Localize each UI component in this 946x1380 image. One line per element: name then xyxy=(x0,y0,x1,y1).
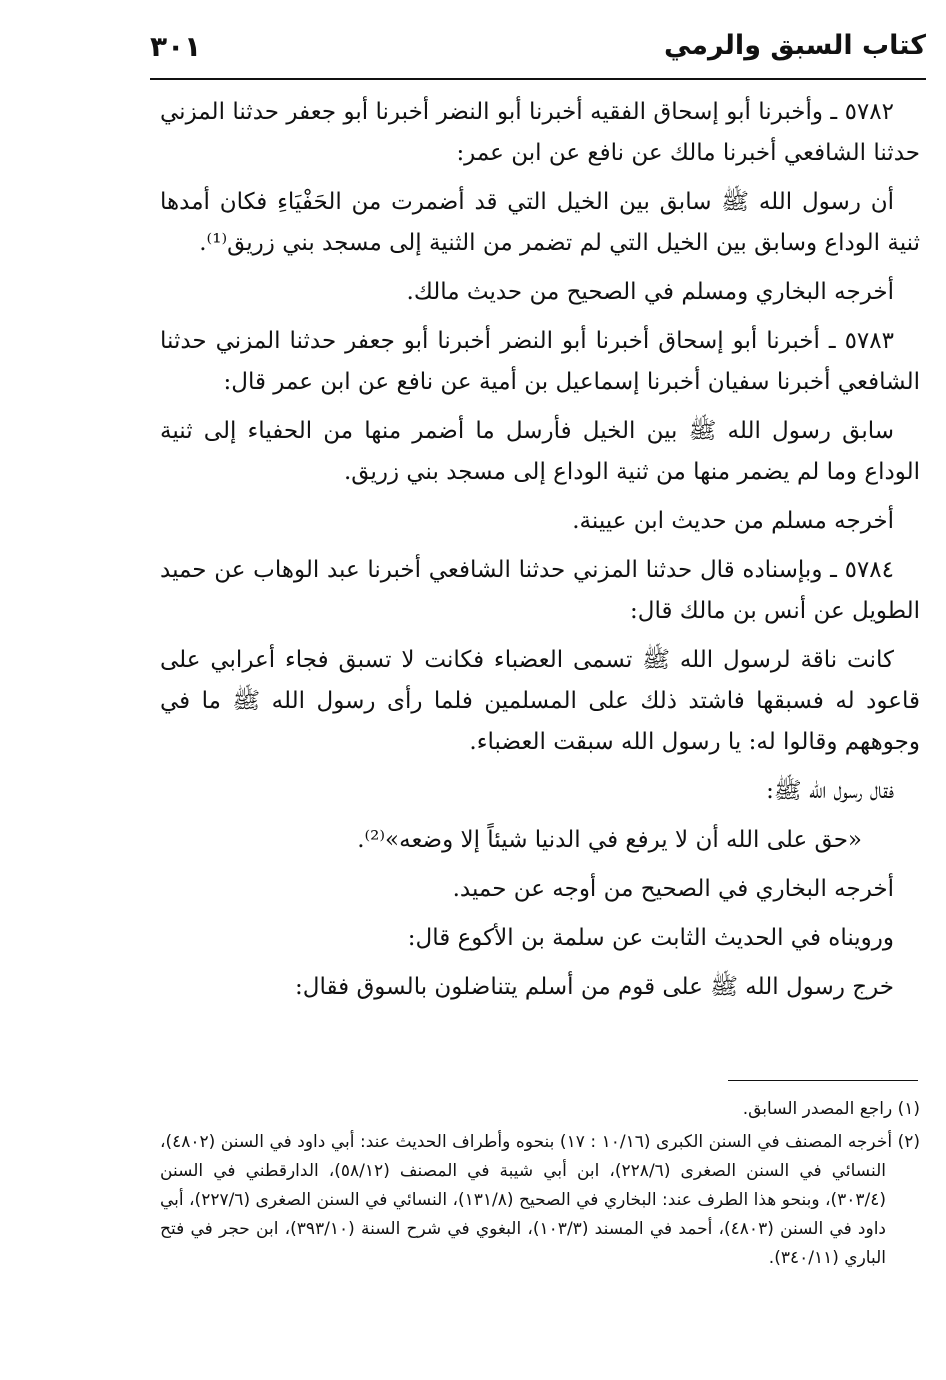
footnote-1: (١) راجع المصدر السابق. xyxy=(742,1099,920,1119)
page-header xyxy=(150,30,926,74)
page-number: ٣٠١ xyxy=(150,30,202,63)
salama-report-text: خرج رسول الله ﷺ على قوم من أسلم يتناضلون بالسوق فقال: xyxy=(295,974,894,1000)
header-divider xyxy=(150,78,926,80)
hadith-5783-takhrij: أخرجه مسلم من حديث ابن عيينة. xyxy=(572,508,894,534)
hadith-5784-takhrij: أخرجه البخاري في الصحيح من أوجه عن حميد. xyxy=(452,876,894,902)
footnotes xyxy=(160,1095,920,1277)
hadith-5784-matn: كانت ناقة لرسول الله ﷺ تسمى العضباء فكانت لا تسبق فجاء أعرابي على قاعود له فسبقها فاشتد ذلك على المسلمين فلما رأى رسول الله ﷺ ما في وجوههم وقالوا له: يا رسول الله سبقت العضباء. xyxy=(160,647,920,755)
hadith-5784-isnad: ٥٧٨٤ ـ وبإسناده قال حدثنا المزني حدثنا الشافعي أخبرنا عبد الوهاب عن حميد الطويل عن أنس بن مالك قال: xyxy=(160,557,920,624)
salama-report-intro: ورويناه في الحديث الثابت عن سلمة بن الأكوع قال: xyxy=(407,925,894,951)
footnote-divider xyxy=(728,1080,918,1081)
hadith-5782-takhrij: أخرجه البخاري ومسلم في الصحيح من حديث مالك. xyxy=(406,279,894,305)
hadith-5782-isnad: ٥٧٨٢ ـ وأخبرنا أبو إسحاق الفقيه أخبرنا أبو النضر أخبرنا أبو جعفر حدثنا المزني حدثنا الشافعي أخبرنا مالك عن نافع عن ابن عمر: xyxy=(160,99,920,166)
footnote-2: (٢) أخرجه المصنف في السنن الكبرى (١٠/١٦ : ١٧) بنحوه وأطراف الحديث عند: أبي داود في السنن (٤٨٠٢)، النسائي في السنن الصغرى (٢٢٨/٦)، ابن أبي شيبة في المصنف (٥٨/١٢)، الدارقطني في السنن (٣٠٣/٤)، وبنحو هذا الطرف عند: البخاري في الصحيح (١٣١/٨)، النسائي في السنن الصغرى (٢٢٧/٦)، أبي داود في السنن (٤٨٠٣)، أحمد في المسند (١٠٣/٣)، البغوي في شرح السنة (٣٩٣/١٠)، ابن حجر في فتح الباري (٣٤٠/١١). xyxy=(160,1132,920,1268)
hadith-5784-quote: «حق على الله أن لا يرفع في الدنيا شيئاً إلا وضعه»⁽²⁾. xyxy=(357,827,862,853)
hadith-5783-matn: سابق رسول الله ﷺ بين الخيل فأرسل ما أضمر منها من الحفياء إلى ثنية الوداع وما لم يضمر منها من ثنية الوداع إلى مسجد بني زريق. xyxy=(160,418,920,485)
book-title: كتاب السبق والرمي xyxy=(663,30,926,61)
main-text xyxy=(160,92,920,1016)
hadith-5783-isnad: ٥٧٨٣ ـ أخبرنا أبو إسحاق أخبرنا أبو النضر أخبرنا أبو جعفر حدثنا المزني حدثنا الشافعي أخبرنا سفيان أخبرنا إسماعيل بن أمية عن نافع عن ابن عمر قال: xyxy=(160,328,920,395)
hadith-5784-quote-intro: فقال رسول الله ﷺ: xyxy=(766,778,894,804)
hadith-5782-matn: أن رسول الله ﷺ سابق بين الخيل التي قد أضمرت من الحَفْيَاءِ فكان أمدها ثنية الوداع وسابق بين الخيل التي لم تضمر من الثنية إلى مسجد بني زريق⁽¹⁾. xyxy=(160,189,920,256)
